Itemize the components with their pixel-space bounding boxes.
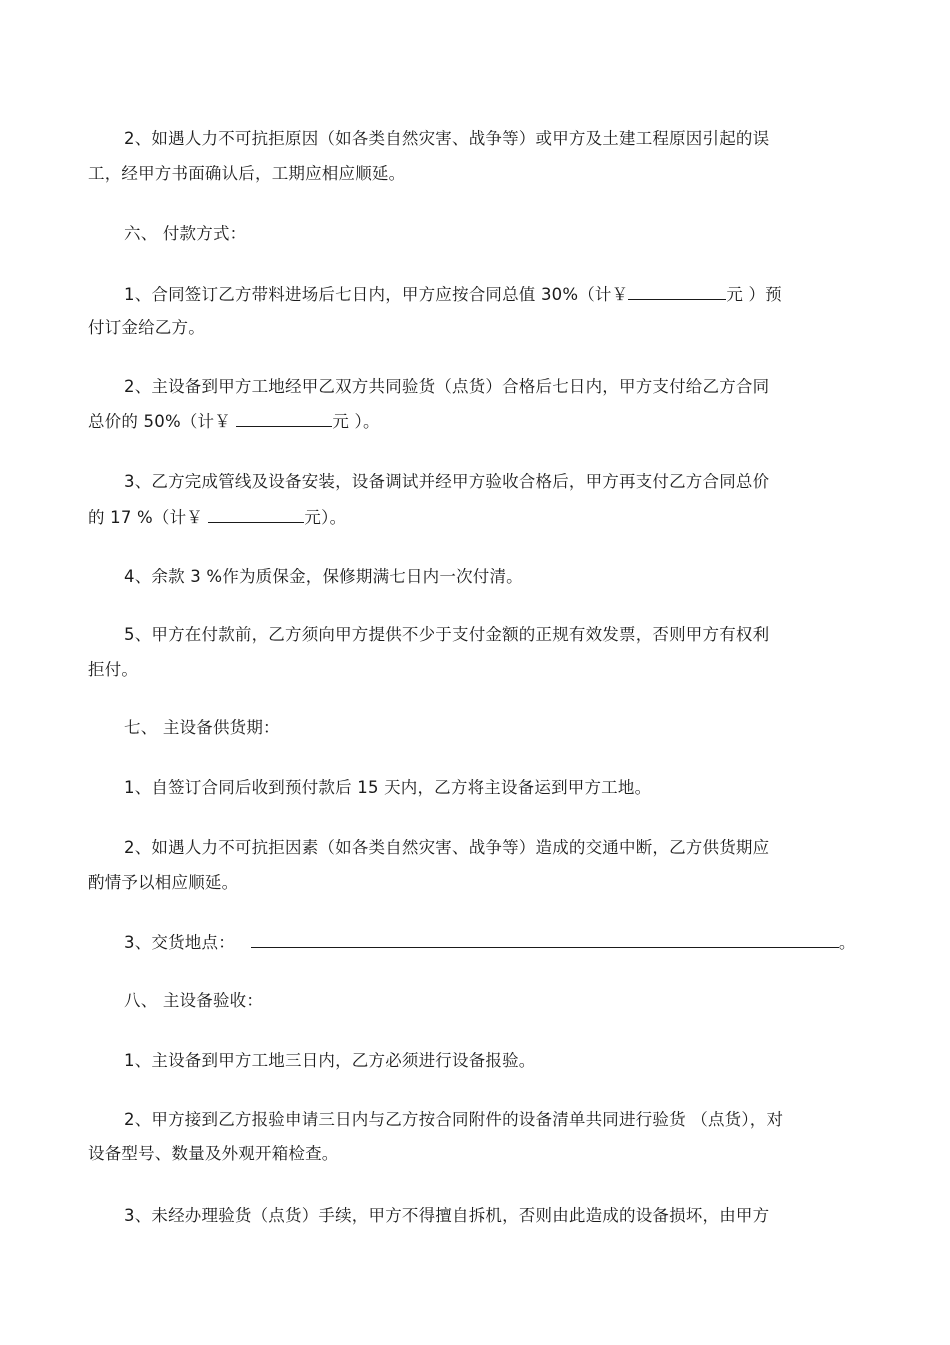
clause-7-2-line2: 酌情予以相应顺延。 [88,873,239,892]
clause-5-2-line1: 2、如遇人力不可抗拒原因（如各类自然灾害、战争等）或甲方及土建工程原因引起的误 [124,129,770,148]
delivery-location-blank [251,932,839,948]
section-6-heading: 六、 付款方式： [124,224,247,243]
clause-6-1-line1: 1、合同签订乙方带料进场后七日内，甲方应按合同总值 30%（计￥ 元 ）预 [124,285,782,304]
amount-blank [236,411,332,427]
clause-6-1-line2: 付订金给乙方。 [88,318,205,337]
clause-6-2-line1: 2、主设备到甲方工地经甲乙双方共同验货（点货）合格后七日内，甲方支付给乙方合同 [124,377,770,396]
clause-6-2-line2: 总价的 50%（计￥ 元 ）。 [88,412,380,431]
clause-5-2-line2: 工，经甲方书面确认后，工期应相应顺延。 [88,164,406,183]
amount-blank [628,284,726,300]
clause-7-2-line1: 2、如遇人力不可抗拒因素（如各类自然灾害、战争等）造成的交通中断，乙方供货期应 [124,838,770,857]
section-7-heading: 七、 主设备供货期： [124,718,280,737]
clause-6-5-line1: 5、甲方在付款前，乙方须向甲方提供不少于支付金额的正规有效发票，否则甲方有权利 [124,625,770,644]
clause-8-2-line2: 设备型号、数量及外观开箱检查。 [88,1144,339,1163]
amount-blank [208,507,304,523]
clause-7-1: 1、自签订合同后收到预付款后 15 天内，乙方将主设备运到甲方工地。 [124,778,652,797]
clause-6-4: 4、余款 3 %作为质保金，保修期满七日内一次付清。 [124,567,523,586]
section-8-heading: 八、 主设备验收： [124,991,264,1010]
clause-6-3-line1: 3、乙方完成管线及设备安装，设备调试并经甲方验收合格后，甲方再支付乙方合同总价 [124,472,770,491]
clause-6-3-line2: 的 17 %（计￥ 元）。 [88,508,347,527]
clause-7-3: 3、交货地点： 。 [124,933,856,952]
clause-8-1: 1、主设备到甲方工地三日内，乙方必须进行设备报验。 [124,1051,536,1070]
clause-8-2-line1: 2、甲方接到乙方报验申请三日内与乙方按合同附件的设备清单共同进行验货 （点货），对 [124,1110,784,1129]
clause-6-5-line2: 拒付。 [88,660,139,679]
clause-8-3-line1: 3、未经办理验货（点货）手续，甲方不得擅自拆机，否则由此造成的设备损坏，由甲方 [124,1206,770,1225]
